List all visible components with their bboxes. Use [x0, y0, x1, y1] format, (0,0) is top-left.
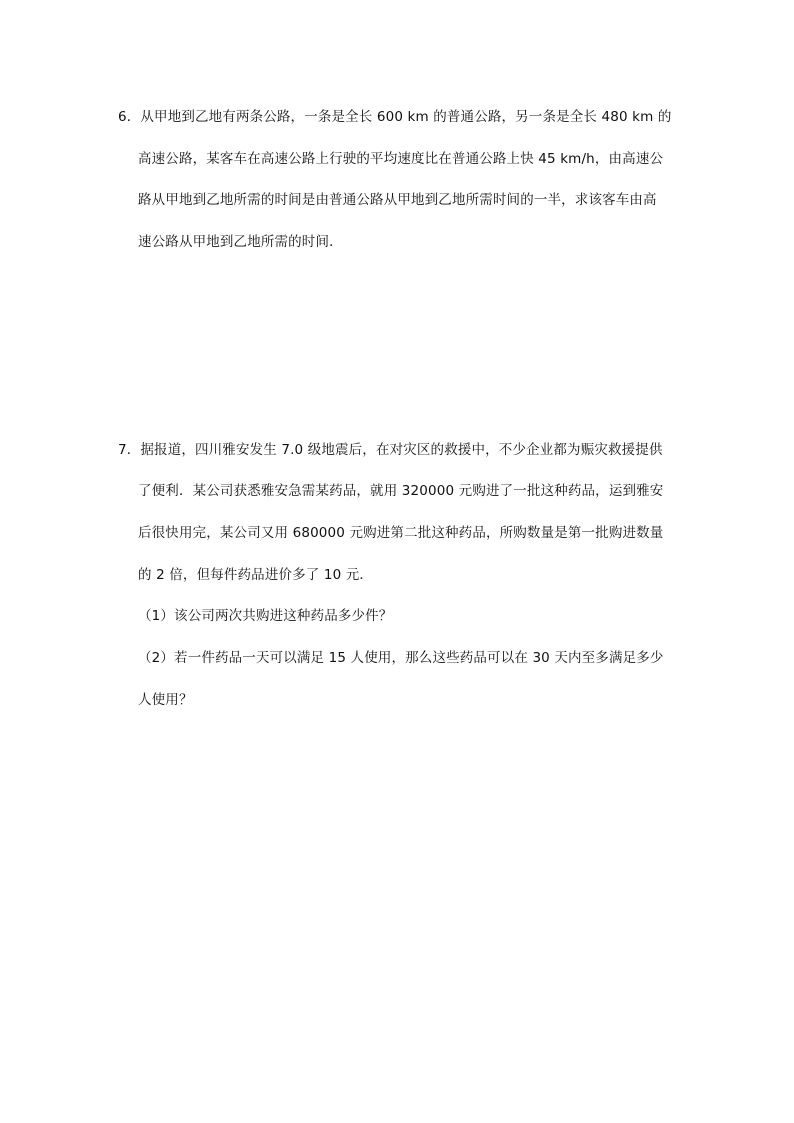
question-6-line-1: 6．从甲地到乙地有两条公路，一条是全长 600 km 的普通公路，另一条是全长 480 km 的	[118, 109, 672, 125]
question-7-part-2-line-2: 人使用？	[138, 692, 193, 708]
question-7-line-2: 了便利．某公司获悉雅安急需某药品，就用 320000 元购进了一批这种药品，运到雅安	[138, 483, 664, 499]
question-6-line-4: 速公路从甲地到乙地所需的时间．	[138, 234, 343, 250]
question-7-part-1: （1）该公司两次共购进这种药品多少件？	[138, 608, 393, 624]
question-6-line-3: 路从甲地到乙地所需的时间是由普通公路从甲地到乙地所需时间的一半，求该客车由高	[138, 192, 657, 208]
question-6-line-2: 高速公路，某客车在高速公路上行驶的平均速度比在普通公路上快 45 km/h，由高速公	[138, 151, 664, 167]
question-7-line-4: 的 2 倍，但每件药品进价多了 10 元．	[138, 567, 374, 583]
question-7-part-2-line-1: （2）若一件药品一天可以满足 15 人使用，那么这些药品可以在 30 天内至多满足多少	[138, 650, 664, 666]
question-7-line-3: 后很快用完，某公司又用 680000 元购进第二批这种药品，所购数量是第一批购进数量	[138, 525, 664, 541]
question-7-line-1: 7．据报道，四川雅安发生 7.0 级地震后，在对灾区的救援中，不少企业都为赈灾救援提供	[118, 442, 663, 458]
